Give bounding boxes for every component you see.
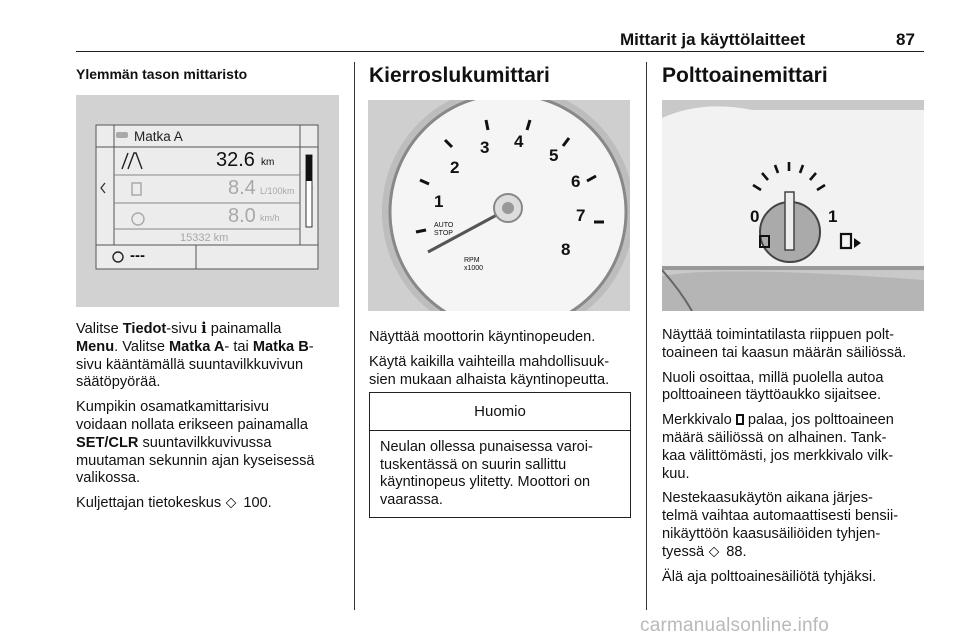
- right-column-text: [662, 327, 930, 593]
- text-run: telmä vaihtaa automaattisesti bensii-: [662, 508, 899, 525]
- text-run: sien mukaan alhaista käyntinopeutta.: [369, 371, 610, 388]
- text-run: tyessä: [662, 543, 709, 560]
- page-reference[interactable]: 100.: [243, 495, 272, 512]
- text-run: . Valitse: [114, 338, 169, 355]
- reference-arrow-icon: [226, 498, 237, 509]
- text-run: -sivu: [166, 321, 202, 337]
- rpm-number-1: 1: [434, 192, 444, 211]
- text-run: Kuljettajan tietokeskus: [76, 495, 226, 512]
- running-header-title: Mittarit ja käyttölaitteet: [620, 30, 806, 49]
- text-run: tuskentässä on suurin sallittu: [380, 456, 567, 473]
- text-run: käyntinopeus ylitetty. Moottori on: [380, 474, 591, 490]
- text-run: suuntavilkkuvivussa: [138, 434, 272, 451]
- text-run: säätöpyörää.: [76, 374, 161, 391]
- auto-stop-label: AUTO STOP: [434, 222, 454, 237]
- text-run: voidaan nollata erikseen painamalla: [76, 416, 309, 433]
- bold-term-tiedot: Tiedot: [122, 321, 167, 337]
- bold-term-matka-a: Matka A: [169, 338, 225, 355]
- left-column-text: [76, 320, 348, 520]
- paragraph-cross-reference: [76, 495, 348, 513]
- bottom-status-dashes: ---: [130, 247, 145, 264]
- text-run: Näyttää toimintatilasta riippuen polt-: [662, 327, 894, 343]
- trip-label: Matka A: [134, 129, 183, 144]
- fuel-consumption: 8.4: [228, 177, 256, 199]
- paragraph-reset-trip: [76, 399, 348, 488]
- rpm-number-8: 8: [561, 240, 571, 259]
- fuel-empty-mark: 0: [750, 207, 760, 226]
- text-run: vaarassa.: [380, 491, 443, 508]
- text-run: nikäyttöön kaasusäiliöiden tyhjen-: [662, 525, 881, 542]
- text-run: sivu kääntämällä suuntavilkkuvivun: [76, 356, 304, 373]
- rpm-number-5: 5: [549, 146, 559, 165]
- info-icon: i: [201, 320, 207, 337]
- page-number: 87: [896, 30, 915, 49]
- rpm-multiplier-label: x1000: [464, 265, 484, 272]
- odometer: 15332 km: [180, 232, 229, 244]
- text-run: Kumpikin osamatkamittarisivu: [76, 399, 270, 416]
- fuel-gauge-svg: [662, 100, 924, 311]
- caution-note-body: [370, 431, 630, 517]
- heading-tachometer: Kierroslukumittari: [369, 64, 550, 87]
- text-run: painamalla: [206, 321, 282, 337]
- rpm-label: RPM: [464, 257, 480, 264]
- tachometer-svg: [368, 100, 630, 311]
- text-run: -: [308, 338, 314, 355]
- bold-term-menu: Menu: [76, 338, 115, 355]
- bold-term-set-clr: SET/CLR: [76, 434, 139, 451]
- fuel-full-mark: 1: [828, 207, 838, 226]
- text-run: kuu.: [662, 465, 690, 482]
- average-speed: 8.0: [228, 205, 256, 227]
- paragraph-tacho-intro: Näyttää moottorin käyntinopeuden.: [369, 329, 596, 345]
- rpm-number-7: 7: [576, 206, 586, 225]
- heading-fuel-gauge: Polttoainemittari: [662, 64, 828, 87]
- rpm-number-6: 6: [571, 172, 581, 191]
- watermark: carmanualsonline.info: [640, 615, 830, 636]
- paragraph-fuel-intro: [662, 327, 930, 363]
- text-run: - tai: [224, 338, 253, 355]
- paragraph-lpg: [662, 490, 930, 561]
- caution-note-heading: Huomio: [370, 393, 630, 431]
- fuel-gauge-illustration: [662, 100, 924, 311]
- text-run: Valitse: [76, 321, 123, 337]
- text-run: kaa välittömästi, jos merkkivalo vilk-: [662, 447, 894, 464]
- rpm-number-2: 2: [450, 158, 460, 177]
- reference-arrow-icon: [709, 546, 720, 557]
- text-run: polttoaineen täyttöaukko sijaitsee.: [662, 387, 882, 404]
- text-run: toaineen tai kaasun määrän säiliössä.: [662, 344, 907, 361]
- paragraph-tacho-advice: [369, 354, 639, 390]
- text-run: palaa, jos polttoaineen: [743, 412, 894, 429]
- page-reference[interactable]: 88.: [726, 543, 747, 560]
- text-run: Neulan ollessa punaisessa varoi-: [380, 439, 593, 455]
- tachometer-illustration: [368, 100, 630, 311]
- trip-distance-unit: km: [261, 157, 275, 168]
- paragraph-select-page: [76, 320, 348, 392]
- average-speed-unit: km/h: [260, 213, 280, 223]
- rpm-number-4: 4: [514, 132, 524, 151]
- caution-note-box: [369, 392, 631, 518]
- paragraph-do-not-run-empty: Älä aja polttoainesäiliötä tyhjäksi.: [662, 568, 877, 585]
- section-subheading: Ylemmän tason mittaristo: [76, 66, 248, 82]
- text-run: Nestekaasukäytön aikana järjes-: [662, 490, 873, 507]
- paragraph-fuel-warning: [662, 412, 930, 483]
- text-run: Käytä kaikilla vaihteilla mahdollisuuk-: [369, 353, 610, 370]
- instrument-cluster-illustration: [76, 95, 339, 307]
- text-run: määrä säiliössä on alhainen. Tank-: [662, 429, 887, 446]
- fuel-consumption-unit: L/100km: [260, 186, 295, 196]
- fuel-pump-icon: [736, 414, 744, 425]
- text-run: Merkkivalo: [662, 412, 736, 429]
- bold-term-matka-b: Matka B: [252, 338, 309, 355]
- cluster-display-svg: [76, 95, 339, 307]
- header-rule: [76, 51, 924, 52]
- text-run: Nuoli osoittaa, millä puolella autoa: [662, 369, 884, 386]
- paragraph-fuel-arrow: [662, 370, 930, 406]
- column-divider-2: [646, 62, 647, 610]
- trip-distance: 32.6: [216, 149, 255, 171]
- rpm-number-3: 3: [480, 138, 490, 157]
- column-divider-1: [354, 62, 355, 610]
- text-run: valikossa.: [76, 470, 141, 487]
- middle-column-text: [369, 329, 639, 396]
- text-run: muutaman sekunnin ajan kyseisessä: [76, 452, 315, 469]
